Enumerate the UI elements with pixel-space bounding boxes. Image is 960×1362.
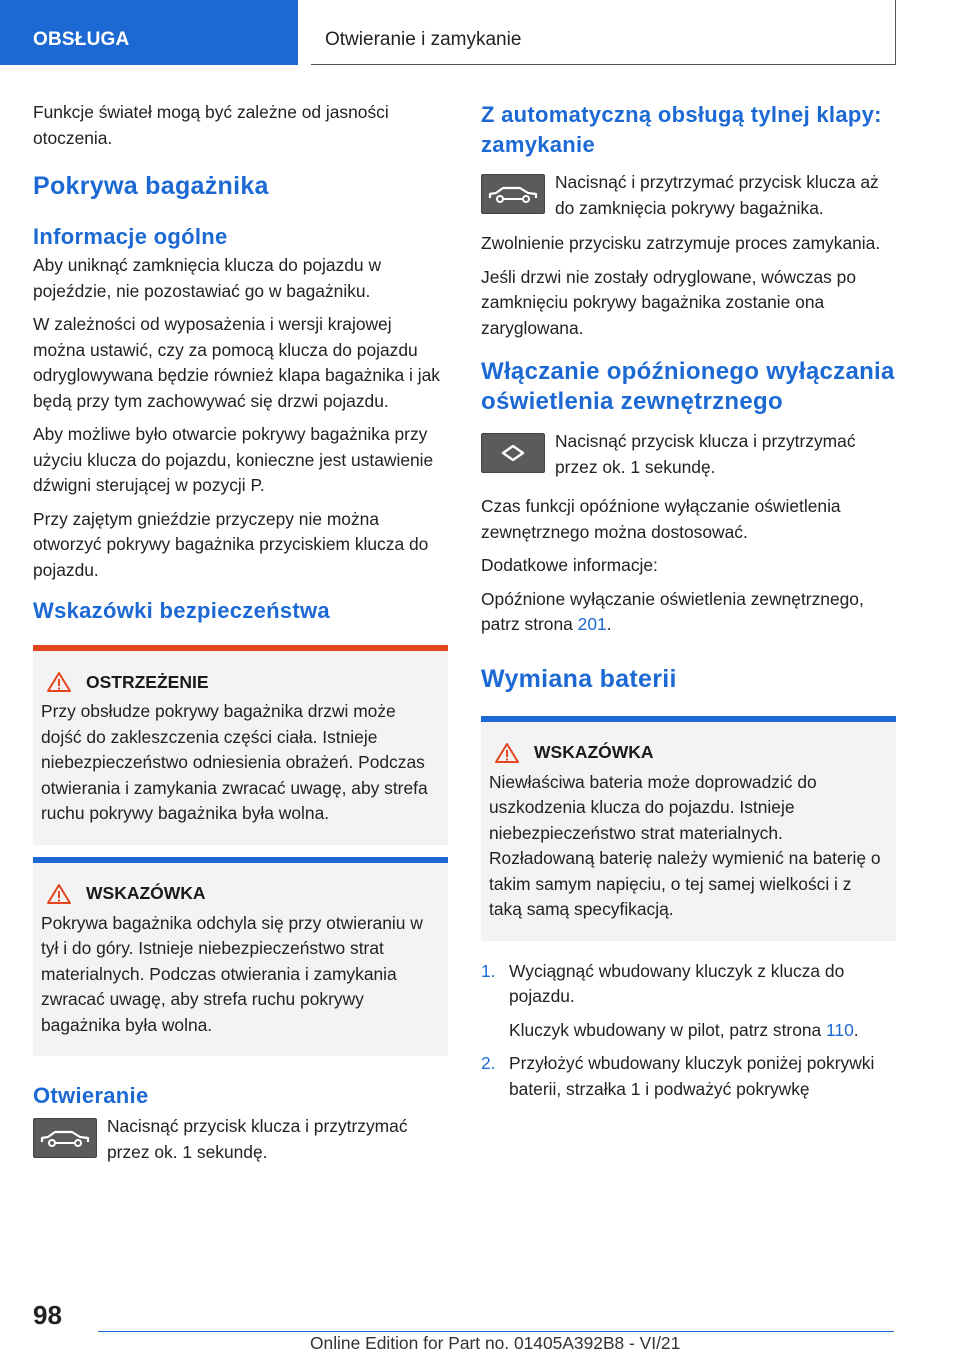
intro-text: Funkcje świateł mogą być zależne od jasności otoczenia.: [33, 102, 389, 148]
notice-text: Niewłaściwa bateria może doprowadzić do uszkodzenia klucza do pojazdu. Istnieje niebezpieczeństwo strat materialnych. Rozładowaną baterię należy wymienić na baterię o takim samym napięciu, o tej samej wielkości i z taką samą specyfikacją.: [489, 771, 881, 919]
page-number: 98: [33, 1300, 62, 1330]
notice-title: WSKAZÓWKA: [86, 883, 206, 903]
right-column: [481, 100, 896, 1110]
warning-title-row: [41, 671, 438, 693]
warning-triangle-icon: [46, 883, 72, 905]
page-link-201[interactable]: 201: [577, 614, 607, 634]
auto-close-key-row: [481, 170, 896, 221]
notice-title-row: [41, 883, 438, 905]
light-title: Włączanie opóźnionego wyłączania oświetlenia zewnętrznego: [481, 358, 895, 415]
warning-triangle-icon: [494, 742, 520, 764]
auto-close-paragraph-2: Jeśli drzwi nie zostały odryglowane, wówczas po zamknięciu pokrywy bagażnika zostanie ona zaryglowana.: [481, 266, 857, 338]
warning-triangle-icon: [46, 671, 72, 693]
battery-steps: [481, 959, 896, 1103]
trunk-section-title: Pokrywa bagażnika: [33, 172, 269, 200]
notice-box-right: [481, 716, 896, 941]
step-sub-ref: Kluczyk wbudowany w pilot, patrz strona: [509, 1019, 827, 1040]
warning-box: [33, 645, 448, 845]
warning-title: OSTRZEŻENIE: [86, 671, 209, 692]
auto-close-paragraph-1: Zwolnienie przycisku zatrzymuje proces zamykania.: [481, 233, 881, 253]
header-section-tab: [0, 0, 298, 65]
step-sub-period: .: [853, 1019, 859, 1040]
light-ref-period: .: [606, 614, 612, 634]
opening-key-text: Nacisnąć przycisk klucza i przytrzymać przez ok. 1 sekundę.: [107, 1116, 408, 1162]
step-text: Przyłożyć wbudowany kluczyk poniżej pokrywki baterii, strzałka 1 i podważyć pokrywkę: [509, 1053, 875, 1099]
battery-title: Wymiana baterii: [481, 664, 677, 693]
light-paragraph-3: [481, 587, 896, 638]
warning-text: Przy obsłudze pokrywy bagażnika drzwi może dojść do zakleszczenia części ciała. Istnieje niebezpieczeństwo odniesienia obrażeń. Podczas otwierania i zamykania zwracać uwagę, aby strefa ruchu pokrywy bagażnika była wolna.: [41, 701, 428, 823]
diamond-light-key-icon: [481, 433, 545, 473]
auto-close-key-text: Nacisnąć i przytrzymać przycisk klucza aż do zamknięcia pokrywy bagażnika.: [555, 172, 879, 218]
general-paragraph-4: Przy zajętym gnieździe przyczepy nie można otworzyć pokrywy bagażnika przyciskiem klucza do pojazdu.: [33, 508, 429, 580]
step-item: [481, 1051, 896, 1102]
opening-title: Otwieranie: [33, 1083, 149, 1108]
light-key-row: [481, 429, 896, 480]
auto-close-title: Z automatyczną obsługą tylnej klapy: zamykanie: [481, 102, 882, 157]
notice-title-row: [489, 742, 886, 764]
left-column: [33, 100, 448, 1175]
notice-box-left: [33, 857, 448, 1057]
notice-text: Pokrywa bagażnika odchyla się przy otwieraniu w tył i do góry. Istnieje niebezpieczeństwo strat materialnych. Podczas otwierania i zamykania zwracać uwagę, aby strefa ruchu pokrywy bagażnika była wolna.: [41, 912, 423, 1035]
header-section-label: OBSŁUGA: [33, 29, 130, 50]
general-paragraph-3: Aby możliwe było otwarcie pokrywy bagażnika przy użyciu klucza do pojazdu, konieczne jest ustawienie dźwigni sterującej w pozycji P.: [33, 424, 434, 495]
header-chapter: [311, 0, 896, 65]
page-link-110[interactable]: 110: [826, 1019, 854, 1040]
notice-title: WSKAZÓWKA: [534, 742, 654, 762]
opening-key-row: [33, 1114, 448, 1165]
car-trunk-key-icon: [481, 174, 545, 214]
footer-divider: [98, 1331, 894, 1332]
general-paragraph-2: W zależności od wyposażenia i wersji krajowej można ustawić, czy za pomocą klucza do pojazdu odryglowywana będzie również klapa bagażnika i jak będą przy tym zachowywać się drzwi pojazdu.: [33, 314, 440, 411]
general-info-title: Informacje ogólne: [33, 224, 228, 249]
step-text: Wyciągnąć wbudowany kluczyk z klucza do pojazdu.: [509, 960, 845, 1006]
step-number: 1.: [481, 960, 496, 981]
step-number: 2.: [481, 1053, 496, 1073]
light-paragraph-2: Dodatkowe informacje:: [481, 555, 658, 575]
light-paragraph-1: Czas funkcji opóźnione wyłączanie oświetlenia zewnętrznego można dostosować.: [481, 496, 841, 542]
step-item: [481, 959, 896, 1044]
footer-edition: Online Edition for Part no. 01405A392B8 - VI/21: [310, 1333, 681, 1353]
light-ref-text: Opóźnione wyłączanie oświetlenia zewnętrznego, patrz strona: [481, 588, 864, 634]
header-chapter-label: Otwieranie i zamykanie: [325, 29, 522, 50]
step-subtext: [509, 1018, 896, 1044]
general-paragraph-1: Aby uniknąć zamknięcia klucza do pojazdu w pojeździe, nie pozostawiać go w bagażniku.: [33, 255, 381, 301]
safety-title: Wskazówki bezpieczeństwa: [33, 598, 330, 623]
light-key-text: Nacisnąć przycisk klucza i przytrzymać przez ok. 1 sekundę.: [555, 431, 856, 477]
car-trunk-key-icon: [33, 1118, 97, 1158]
